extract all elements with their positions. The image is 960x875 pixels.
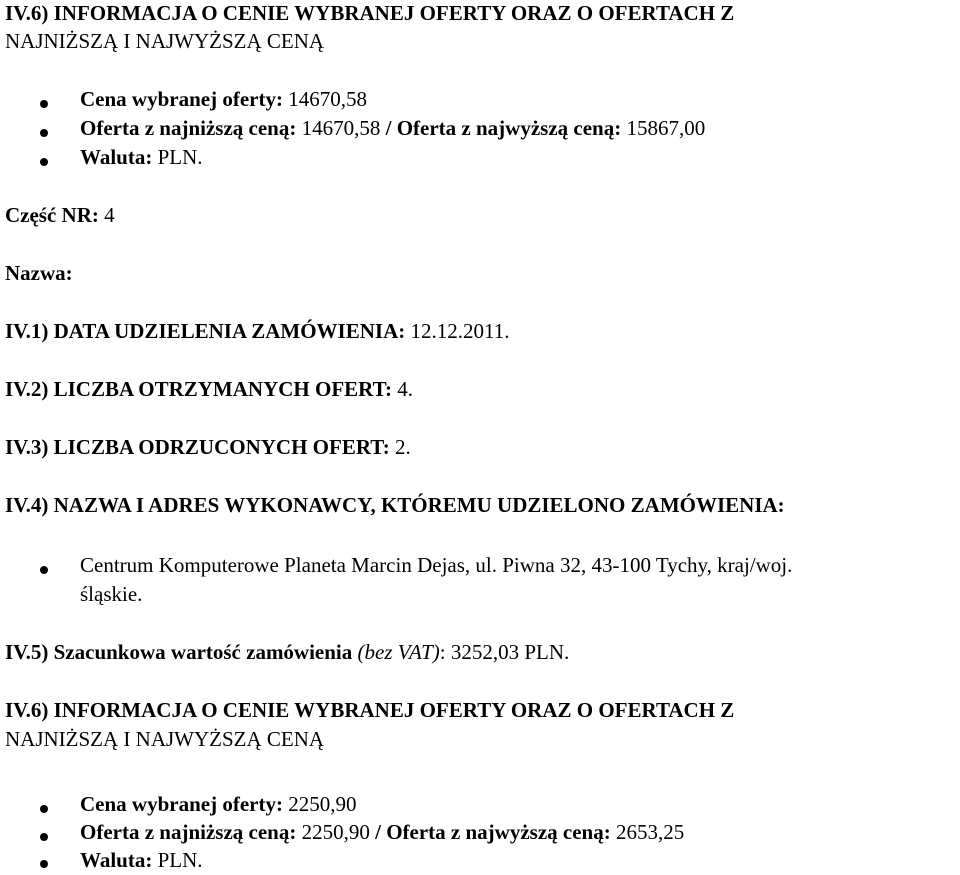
bullet-icon xyxy=(40,100,48,108)
estimated-value-row xyxy=(5,642,569,663)
section-heading-iv6-line2 xyxy=(5,729,324,750)
offers-received-value: 4. xyxy=(397,377,414,401)
selected-price-value: 14670,58 xyxy=(288,87,367,111)
highest-price-label: Oferta z najwyższą ceną: xyxy=(386,820,611,844)
lowest-price-value: 2250,90 xyxy=(301,820,370,844)
highest-price-value: 15867,00 xyxy=(626,116,706,140)
offers-received-label: IV.2) LICZBA OTRZYMANYCH OFERT: xyxy=(5,377,393,401)
selected-price-row xyxy=(80,794,356,815)
contractor-heading xyxy=(5,495,785,516)
highest-price-label: Oferta z najwyższą ceną: xyxy=(396,116,622,140)
part-number-row xyxy=(5,205,115,226)
offers-rejected-value: 2. xyxy=(394,435,411,459)
bullet-icon xyxy=(40,805,48,813)
bullet-icon xyxy=(40,860,48,868)
bullet-icon xyxy=(40,833,48,841)
section-heading-iv6-line2 xyxy=(5,31,324,52)
section-heading-iv6-line1 xyxy=(5,3,734,24)
currency-value: PLN. xyxy=(157,145,203,169)
price-range-row xyxy=(80,118,705,139)
section-heading-iv6-line1 xyxy=(5,700,734,721)
contractor-address-line1 xyxy=(80,555,792,576)
offers-rejected-row xyxy=(5,437,411,458)
offers-rejected-label: IV.3) LICZBA ODRZUCONYCH OFERT: xyxy=(5,435,390,459)
selected-price-value: 2250,90 xyxy=(288,792,357,816)
heading-text: NAJNIŻSZĄ I NAJWYŻSZĄ CENĄ xyxy=(5,727,325,751)
contractor-address-line2 xyxy=(80,584,142,605)
selected-price-label: Cena wybranej oferty: xyxy=(80,792,283,816)
currency-value: PLN. xyxy=(157,848,203,872)
part-number-value: 4 xyxy=(104,203,115,227)
estimated-value-label: IV.5) Szacunkowa wartość zamówienia xyxy=(5,640,353,664)
estimated-value-vat-note: (bez VAT) xyxy=(357,640,440,664)
currency-label: Waluta: xyxy=(80,848,153,872)
currency-row xyxy=(80,147,203,168)
price-separator: / xyxy=(375,820,381,844)
lowest-price-value: 14670,58 xyxy=(301,116,381,140)
contractor-heading-text: IV.4) NAZWA I ADRES WYKONAWCY, KTÓREMU UDZIELONO ZAMÓWIENIA: xyxy=(5,493,785,517)
estimated-value-amount: : 3252,03 PLN. xyxy=(439,640,570,664)
award-date-row xyxy=(5,321,509,342)
contractor-address-text: śląskie. xyxy=(80,582,143,606)
part-name-row xyxy=(5,263,73,284)
bullet-icon xyxy=(40,158,48,166)
contractor-address-text: Centrum Komputerowe Planeta Marcin Dejas, ul. Piwna 32, 43-100 Tychy, kraj/woj. xyxy=(80,553,793,577)
offers-received-row xyxy=(5,379,413,400)
price-range-row xyxy=(80,822,684,843)
highest-price-value: 2653,25 xyxy=(615,820,685,844)
price-separator: / xyxy=(385,116,392,140)
bullet-icon xyxy=(40,129,48,137)
award-date-label: IV.1) DATA UDZIELENIA ZAMÓWIENIA: xyxy=(5,319,406,343)
selected-price-row xyxy=(80,89,367,110)
lowest-price-label: Oferta z najniższą ceną: xyxy=(80,116,297,140)
currency-row xyxy=(80,850,203,871)
award-date-value: 12.12.2011. xyxy=(410,319,510,343)
heading-number: IV.6) INFORMACJA O CENIE WYBRANEJ OFERTY ORAZ O OFERTACH Z xyxy=(5,1,735,25)
heading-number: IV.6) INFORMACJA O CENIE WYBRANEJ OFERTY ORAZ O OFERTACH Z xyxy=(5,698,735,722)
selected-price-label: Cena wybranej oferty: xyxy=(80,87,283,111)
heading-text: NAJNIŻSZĄ I NAJWYŻSZĄ CENĄ xyxy=(5,29,325,53)
currency-label: Waluta: xyxy=(80,145,153,169)
bullet-icon xyxy=(40,566,48,574)
lowest-price-label: Oferta z najniższą ceną: xyxy=(80,820,297,844)
part-name-label: Nazwa: xyxy=(5,261,73,285)
part-number-label: Część NR: xyxy=(5,203,99,227)
